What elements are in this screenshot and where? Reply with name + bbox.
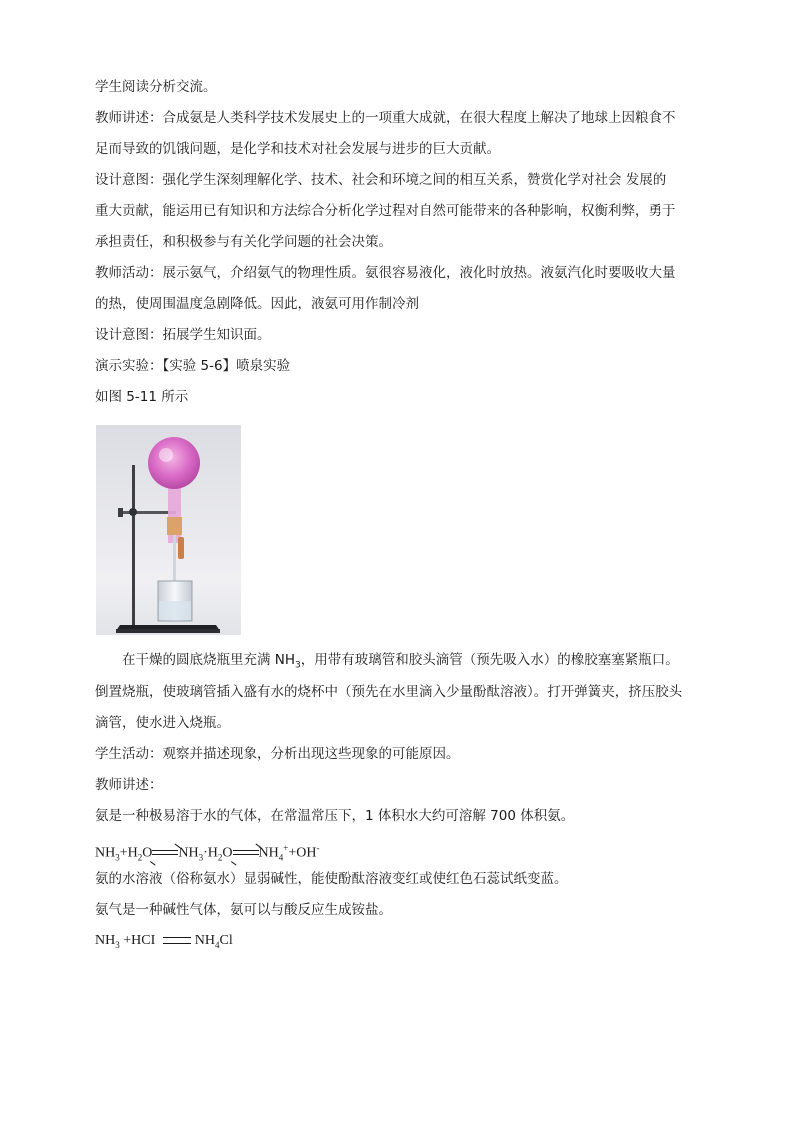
paragraph-student-reading: 学生阅读分析交流。 bbox=[95, 79, 217, 95]
paragraph-teacher-activity-line2: 的热，使周围温度急剧降低。因此，液氨可用作制冷剂 bbox=[95, 296, 419, 312]
paragraph-design-intent-2: 设计意图：拓展学生知识面。 bbox=[95, 327, 271, 343]
paragraph-design-intent-line2: 重大贡献，能运用已有知识和方法综合分析化学过程对自然可能带来的各种影响，权衡利弊，勇于 bbox=[95, 203, 676, 219]
paragraph-figure-ref: 如图 5-11 所示 bbox=[95, 389, 189, 405]
paragraph-experiment-line3: 滴管，使水进入烧瓶。 bbox=[95, 715, 230, 731]
paragraph-teacher-label: 教师讲述： bbox=[95, 777, 163, 793]
paragraph-ammonia-solubility: 氨是一种极易溶于水的气体，在常温常压下，1 体积水大约可溶解 700 体积氨。 bbox=[95, 808, 575, 824]
paragraph-design-intent-line1: 设计意图：强化学生深刻理解化学、技术、社会和环境之间的相互关系，赞赏化学对社会 发展的 bbox=[95, 172, 667, 188]
paragraph-teacher-narration-line1: 教师讲述：合成氨是人类科学技术发展史上的一项重大成就，在很大程度上解决了地球上因粮食不 bbox=[95, 110, 676, 126]
equation-ammonia-water: $NH_3+H_2O$ $NH_3\cdot H_2O$ $NH_4^++OH^-$ bbox=[95, 838, 319, 867]
reversible-arrow-icon bbox=[152, 848, 178, 858]
paragraph-acid-reaction: 氨气是一种碱性气体，氨可以与酸反应生成铵盐。 bbox=[95, 902, 392, 918]
equals-sign-icon bbox=[163, 937, 191, 944]
paragraph-experiment-line2: 倒置烧瓶，使玻璃管插入盛有水的烧杯中（预先在水里滴入少量酚酞溶液）。打开弹簧夹，挤压胶头 bbox=[95, 684, 683, 700]
paragraph-aqueous-basic: 氨的水溶液（俗称氨水）显弱碱性，能使酚酞溶液变红或使红色石蕊试纸变蓝。 bbox=[95, 871, 568, 887]
fountain-experiment-photo bbox=[96, 425, 241, 635]
paragraph-teacher-activity-line1: 教师活动：展示氨气，介绍氨气的物理性质。氨很容易液化，液化时放热。液氨汽化时要吸收大量 bbox=[95, 265, 676, 281]
reversible-arrow-icon bbox=[233, 848, 259, 858]
paragraph-teacher-narration-line2: 足而导致的饥饿问题，是化学和技术对社会发展与进步的巨大贡献。 bbox=[95, 141, 500, 157]
equation-ammonium-chloride: $NH_3 +HCI$ $NH_4Cl$ bbox=[95, 933, 233, 950]
paragraph-experiment-line1: 在干燥的圆底烧瓶里充满 $NH_3$，用带有玻璃管和胶头滴管（预先吸入水）的橡胶塞塞紧瓶口。 bbox=[122, 652, 679, 671]
fountain-apparatus-illustration bbox=[96, 425, 241, 635]
paragraph-design-intent-line3: 承担责任，和积极参与有关化学问题的社会决策。 bbox=[95, 234, 392, 250]
paragraph-demo-experiment: 演示实验：【实验 5-6】喷泉实验 bbox=[95, 358, 291, 374]
paragraph-student-activity: 学生活动：观察并描述现象，分析出现这些现象的可能原因。 bbox=[95, 746, 460, 762]
